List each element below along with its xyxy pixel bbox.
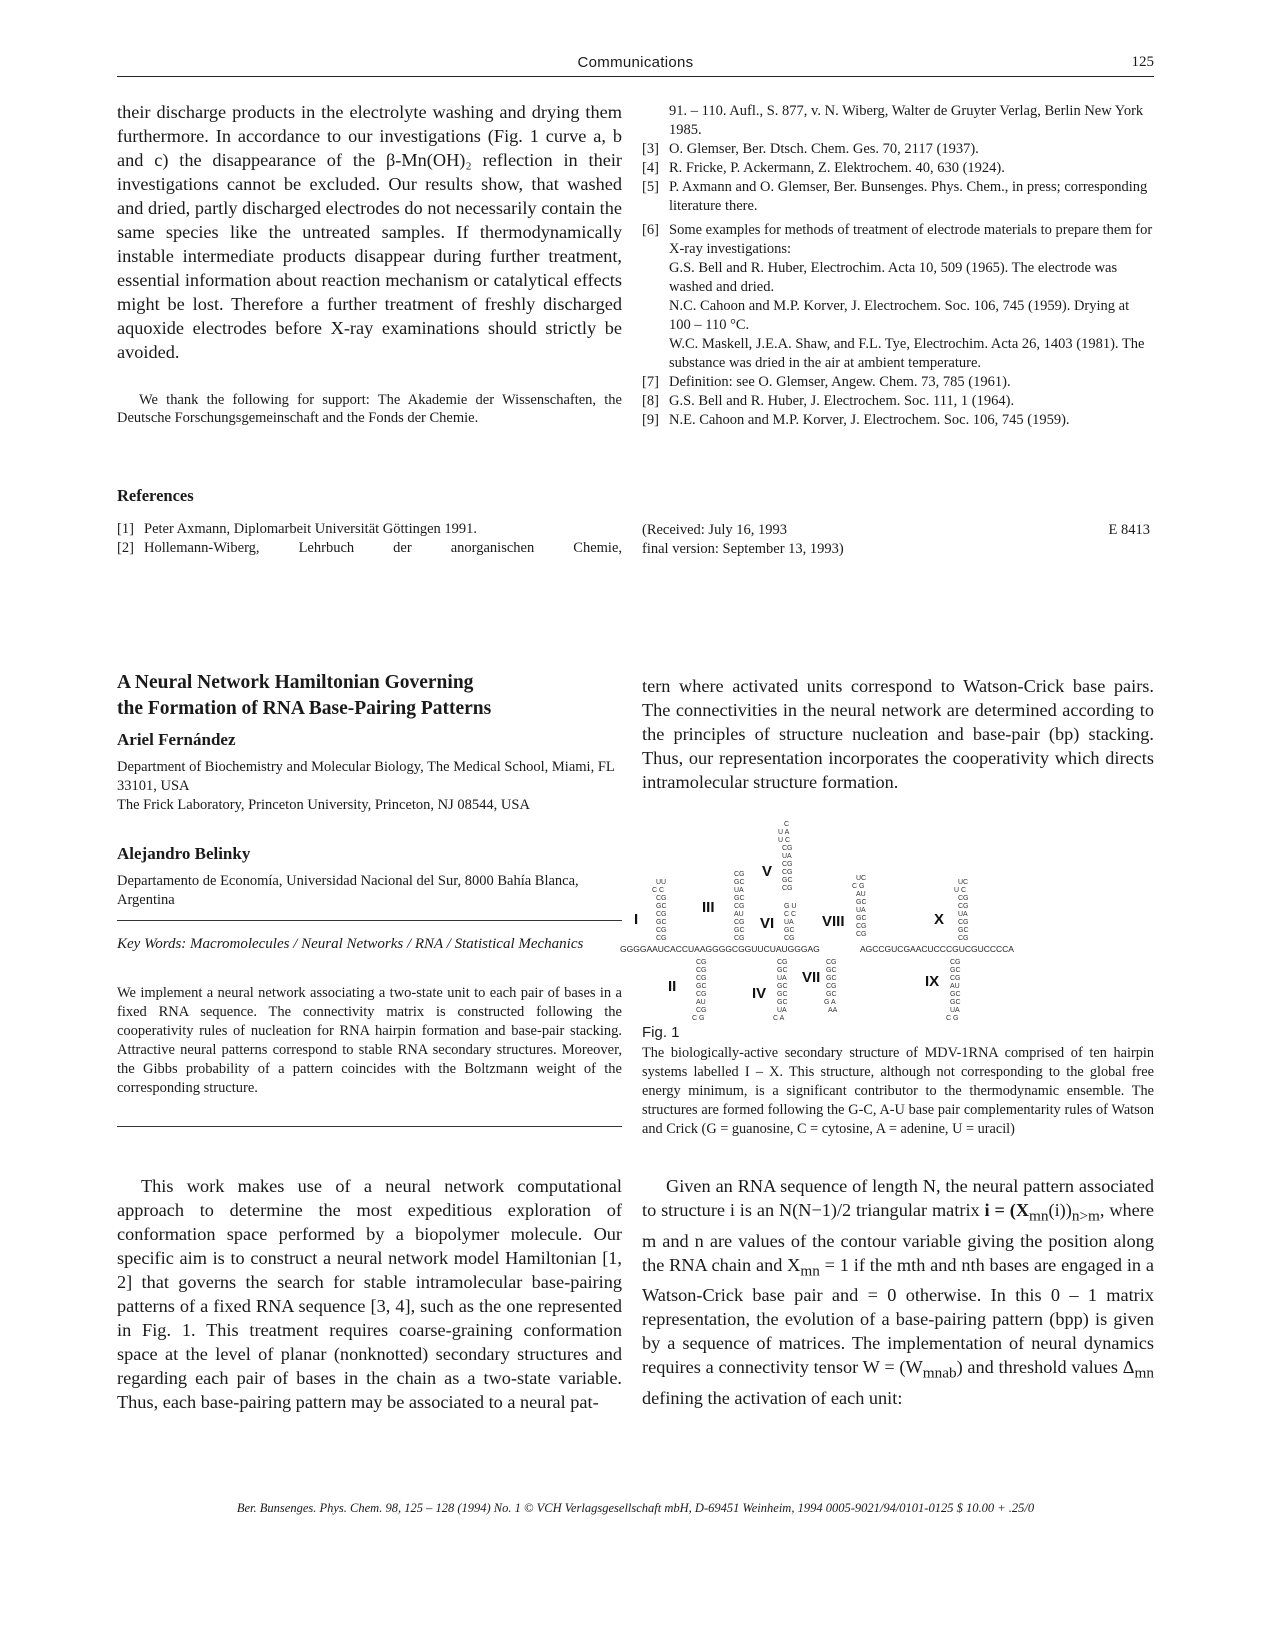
stem-ii-bases: CG [696, 959, 707, 966]
reference-item: [8] G.S. Bell and R. Huber, J. Electrochem. Soc. 111, 1 (1964). [642, 393, 1015, 409]
author-2: Alejandro Belinky [117, 844, 251, 863]
stem-v-bases: CG [782, 861, 793, 868]
manuscript-id: E 8413 [1108, 522, 1150, 538]
stem-v-loop: U C [778, 837, 791, 844]
affiliation-1a: Department of Biochemistry and Molecular Biology, The Medical School, Miami, FL 33101, USA [117, 759, 615, 794]
received-dates [642, 521, 1154, 559]
reference-item: N.C. Cahoon and M.P. Korver, J. Electrochem. Soc. 106, 745 (1959). Drying at 100 – 110 °C. [669, 298, 1130, 333]
stem-ii-loop: C G [692, 1015, 705, 1022]
running-header [117, 52, 1154, 77]
reference-item: 91. – 110. Aufl., S. 877, v. N. Wiberg, Walter de Gruyter Verlag, Berlin New York 1985. [669, 103, 1144, 138]
stem-v-bases: CG [782, 845, 793, 852]
affiliation-1b: The Frick Laboratory, Princeton University, Princeton, NJ 08544, USA [117, 797, 530, 813]
stem-i-bases: CG [656, 927, 667, 934]
stem-ix-bases: CG [950, 975, 961, 982]
stem-viii-loop: UC [856, 875, 867, 882]
prev-conclusion-text: their discharge products in the electrolyte washing and drying them furthermore. In accordance to our investigations (Fig. 1 curve a, b and c) the disappearance of the β-Mn(OH)₂ reflection in their investigations cannot be excluded. Our results show, that washed and dried, partly discharged electrodes do not necessarily contain the same species like the untreated samples. If thermodynamically instable intermediate products disappear during further treatment, essential information about reaction mechanism or catalytical effects might be lost. Therefore a further treatment of freshly discharged aquoxide electrodes before X-ray examinations should strictly be avoided. [117, 102, 622, 362]
stem-viii-bases: CG [856, 923, 867, 930]
stem-ix-bases: GC [950, 967, 961, 974]
stem-iv-bases: GC [777, 999, 788, 1006]
stem-x-bases: GC [958, 927, 969, 934]
stem-viii-bases: AU [856, 891, 866, 898]
stem-x-bases: CG [958, 919, 969, 926]
rna-secondary-structure-figure [612, 816, 1124, 1026]
stem-ix-bases: GC [950, 991, 961, 998]
stem-i-bases: GC [656, 903, 667, 910]
article-title [117, 670, 622, 722]
reference-item: [6] Some examples for methods of treatment of electrode materials to prepare them for X-ray investigations: [642, 222, 1153, 257]
stem-iii-bases: CG [734, 871, 745, 878]
reference-item: [3] O. Glemser, Ber. Dtsch. Chem. Ges. 70, 2117 (1937). [642, 141, 979, 157]
stem-v-bases: CG [782, 869, 793, 876]
article-title-line2: the Formation of RNA Base-Pairing Patterns [117, 698, 492, 719]
reference-item: [7] Definition: see O. Glemser, Angew. Chem. 73, 785 (1961). [642, 374, 1011, 390]
backbone-right: AGCCGUCGAACUCCCGUCGUCCCCA [860, 944, 1014, 954]
stem-v-loop: C [784, 821, 790, 828]
hairpin-label-ix: IX [925, 973, 940, 990]
divider-bottom [117, 1126, 622, 1127]
figure-label: Fig. 1 [642, 1024, 680, 1041]
stem-iv-bases: UA [777, 1007, 787, 1014]
stem-viii-bases: GC [856, 915, 867, 922]
final-version-date: final version: September 13, 1993) [642, 541, 844, 557]
stem-ix-bases: AU [950, 983, 960, 990]
reference-item: [4] R. Fricke, P. Ackermann, Z. Elektrochem. 40, 630 (1924). [642, 160, 1005, 176]
stem-vi-bases: UA [784, 919, 794, 926]
intro-paragraph-left: This work makes use of a neural network computational approach to determine the most expeditious exploration of conformation space performed by a biopolymer molecule. Our specific aim is to construct a neural network model Hamiltonian [1, 2] that governs the search for stable intramolecular base-pairing patterns of a fixed RNA sequence [3, 4], such as the one represented in Fig. 1. This treatment requires coarse-graining conformation space at the level of planar (nonknotted) secondary structures and regarding each pair of bases in the chain as a two-state variable. Thus, each base-pairing pattern may be associated to a neural pat- [117, 1176, 622, 1412]
hairpin-label-i: I [634, 911, 639, 928]
keywords: Key Words: Macromolecules / Neural Networks / RNA / Statistical Mechanics [117, 936, 584, 952]
stem-vii-loop: AA [828, 1007, 838, 1014]
abstract: We implement a neural network associating a two-state unit to each pair of bases in a fixed RNA sequence. The connectivity matrix is constructed following the cooperativity rules of nucleation for RNA hairpin formation and base-pair stacking. Attractive neural patterns correspond to stable RNA secondary structures. Moreover, the Gibbs probability of a pattern coincides with the Boltzmann weight of the corresponding structure. [117, 985, 622, 1096]
figure-caption: The biologically-active secondary structure of MDV-1RNA comprised of ten hairpin systems labelled I – X. This structure, although not corresponding to the global free energy minimum, is a significant contributor to the thermodynamic ensemble. The structures are formed following the G-C, A-U base pair complementarity rules of Watson and Crick (G = guanosine, C = cytosine, A = adenine, U = uracil) [642, 1045, 1154, 1137]
stem-x-bases: CG [958, 895, 969, 902]
stem-iii-bases: GC [734, 927, 745, 934]
stem-vii-loop: G A [824, 999, 836, 1006]
stem-iii-bases: UA [734, 887, 744, 894]
stem-viii-loop: C G [852, 883, 865, 890]
hairpin-label-v: V [762, 863, 773, 880]
stem-iii-bases: GC [734, 895, 745, 902]
stem-vii-bases: CG [826, 983, 837, 990]
article-title-line1: A Neural Network Hamiltonian Governing [117, 672, 474, 693]
paragraph-neural-pattern: Given an RNA sequence of length N, the neural pattern associated to structure i is an N(N−1)/2 triangular matrix $i = (X_{mn}(i))_{n>m}$, where m and n are values of the contour variable giving the position along the RNA chain and $X_{mn} = 1$ if the mth and nth bases are engaged in a Watson-Crick base pair and = 0 otherwise. In this 0 – 1 matrix representation, the evolution of a base-pairing pattern (bpp) is given by a sequence of matrices. The implementation of neural dynamics requires a connectivity tensor $W = (W_{mnab})$ and threshold values $\Delta_{mn}$ defining the activation of each unit: [642, 1176, 1155, 1408]
stem-i-bases: CG [656, 935, 667, 942]
stem-v-bases: GC [782, 877, 793, 884]
stem-viii-bases: UA [856, 907, 866, 914]
reference-item: G.S. Bell and R. Huber, Electrochim. Acta 10, 509 (1965). The electrode was washed and dried. [669, 260, 1118, 295]
stem-vi-bases: CG [784, 935, 795, 942]
reference-item: [5] P. Axmann and O. Glemser, Ber. Bunsenges. Phys. Chem., in press; corresponding literature there. [642, 179, 1148, 214]
hairpin-label-x: X [934, 911, 945, 928]
stem-vii-bases: GC [826, 975, 837, 982]
stem-i-loop: C C [652, 887, 665, 894]
stem-iii-bases: CG [734, 935, 745, 942]
stem-iii-bases: CG [734, 919, 745, 926]
reference-item: [9] N.E. Cahoon and M.P. Korver, J. Electrochem. Soc. 106, 745 (1959). [642, 412, 1070, 428]
stem-vii-bases: CG [826, 959, 837, 966]
stem-iii-bases: GC [734, 879, 745, 886]
stem-x-bases: UA [958, 911, 968, 918]
stem-ii-bases: CG [696, 967, 707, 974]
stem-ii-bases: CG [696, 991, 707, 998]
stem-ii-bases: CG [696, 975, 707, 982]
stem-x-loop: U C [954, 887, 967, 894]
stem-vi-bases: GC [784, 927, 795, 934]
references-list-left [117, 520, 622, 558]
stem-x-bases: CG [958, 935, 969, 942]
references-heading: References [117, 486, 194, 505]
stem-iv-bases: UA [777, 975, 787, 982]
reference-item: [2] Hollemann-Wiberg, Lehrbuch der anorganischen Chemie, [117, 540, 622, 556]
reference-item: [1] Peter Axmann, Diplomarbeit Universität Göttingen 1991. [117, 521, 478, 537]
hairpin-label-ii: II [668, 978, 677, 995]
stem-vi-bases: G U [784, 903, 797, 910]
affiliation-1 [117, 758, 622, 815]
stem-i-loop: UU [656, 879, 667, 886]
stem-ii-bases: AU [696, 999, 706, 1006]
stem-ix-bases: UA [950, 1007, 960, 1014]
stem-i-bases: CG [656, 895, 667, 902]
stem-vii-bases: GC [826, 991, 837, 998]
hairpin-label-vii: VII [802, 969, 821, 986]
stem-ix-loop: C G [946, 1015, 959, 1022]
journal-footer: Ber. Bunsenges. Phys. Chem. 98, 125 – 128 (1994) No. 1 © VCH Verlagsgesellschaft mbH, D-69451 Weinheim, 1994 0005-9021/94/0101-0125 $ 10.00 + .25/0 [236, 1501, 1035, 1515]
stem-i-bases: CG [656, 911, 667, 918]
section-title: Communications [577, 54, 694, 71]
stem-v-loop: U A [778, 829, 790, 836]
reference-item: W.C. Maskell, J.E.A. Shaw, and F.L. Tye, Electrochim. Acta 26, 1403 (1981). The substance was dried in the air at ambient temperature. [669, 336, 1145, 371]
hairpin-label-vi: VI [760, 915, 775, 932]
received-date: (Received: July 16, 1993 [642, 522, 787, 538]
stem-x-loop: UC [958, 879, 969, 886]
stem-x-bases: CG [958, 903, 969, 910]
stem-v-bases: CG [782, 885, 793, 892]
stem-iv-bases: GC [777, 983, 788, 990]
stem-viii-bases: CG [856, 931, 867, 938]
stem-ii-bases: CG [696, 1007, 707, 1014]
stem-viii-bases: GC [856, 899, 867, 906]
hairpin-label-viii: VIII [822, 913, 845, 930]
stem-iv-bases: GC [777, 967, 788, 974]
hairpin-label-iii: III [702, 899, 715, 916]
stem-v-bases: UA [782, 853, 792, 860]
page-number: 125 [1131, 54, 1154, 70]
acknowledgement: We thank the following for support: The Akademie der Wissenschaften, the Deutsche Forschungsgemeinschaft and the Fonds der Chemie. [117, 392, 622, 426]
affiliation-2: Departamento de Economía, Universidad Nacional del Sur, 8000 Bahía Blanca, Argentina [117, 873, 579, 908]
author-1: Ariel Fernández [117, 730, 236, 749]
intro-paragraph-right: tern where activated units correspond to Watson-Crick base pairs. The connectivities in the neural network are determined according to the principles of structure nucleation and base-pair (bp) stacking. Thus, our representation incorporates the cooperativity which directs intramolecular structure formation. [642, 676, 1154, 792]
stem-iii-bases: CG [734, 903, 745, 910]
stem-ix-bases: CG [950, 959, 961, 966]
stem-iv-bases: CG [777, 959, 788, 966]
stem-iv-bases: GC [777, 991, 788, 998]
backbone-left: GGGGAAUCACCUAAGGGGCGGUUCUAUGGGAG [620, 944, 820, 954]
stem-ii-bases: GC [696, 983, 707, 990]
stem-vi-bases: C C [784, 911, 797, 918]
stem-vii-bases: GC [826, 967, 837, 974]
stem-iii-bases: AU [734, 911, 744, 918]
stem-ix-bases: GC [950, 999, 961, 1006]
stem-iv-loop: C A [773, 1015, 785, 1022]
hairpin-label-iv: IV [752, 985, 767, 1002]
references-list-right [642, 102, 1154, 430]
stem-i-bases: GC [656, 919, 667, 926]
divider-top [117, 920, 622, 921]
